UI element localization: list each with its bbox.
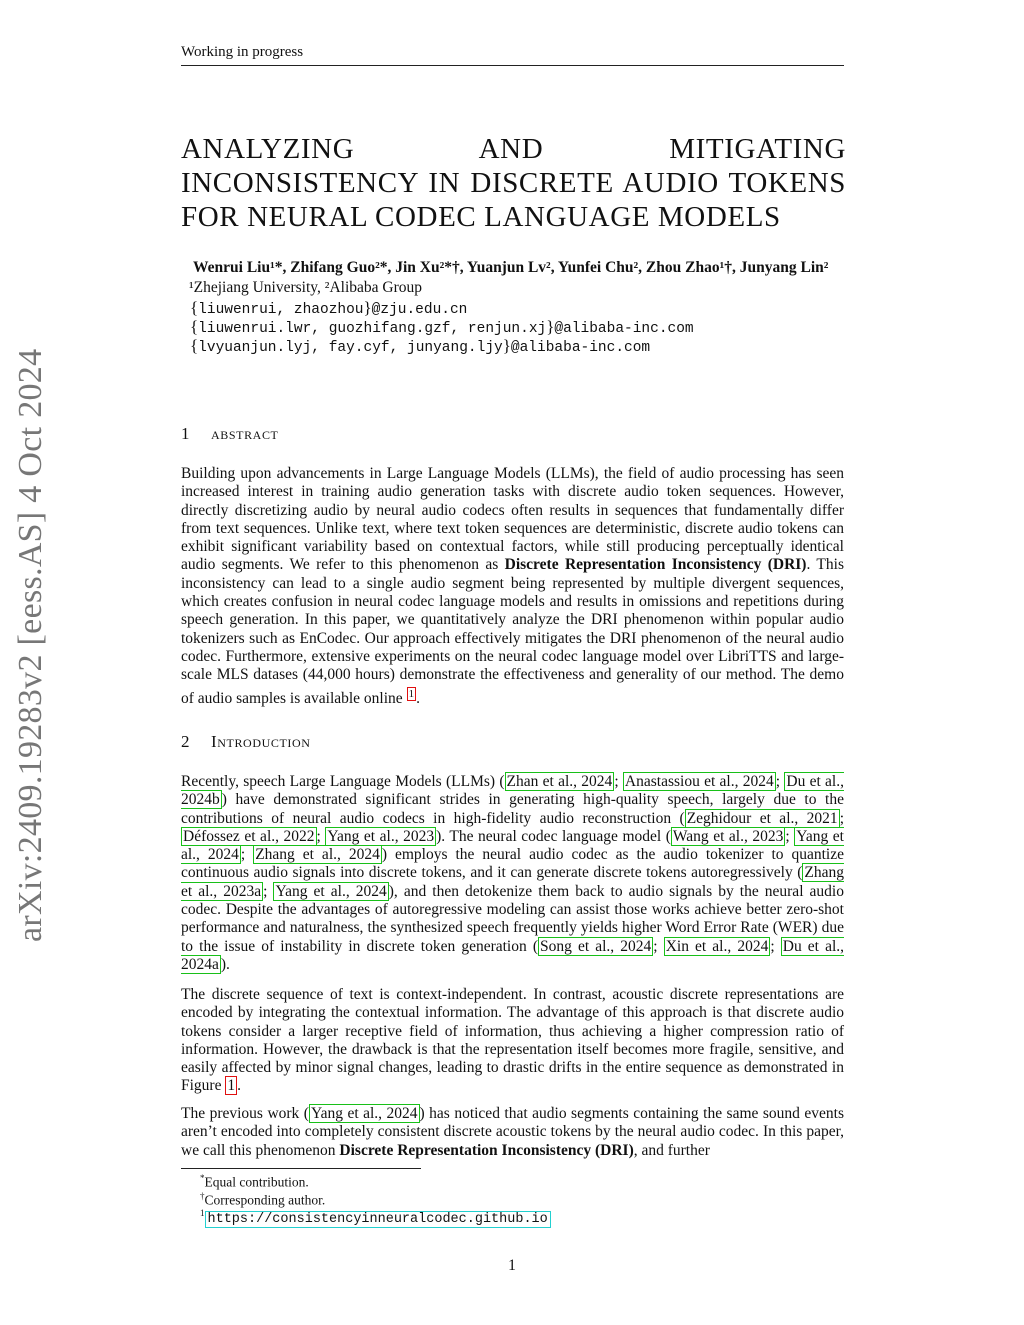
citation-link[interactable]: Zhan et al., 2024 — [506, 773, 613, 790]
citation-link[interactable]: Song et al., 2024 — [540, 937, 652, 955]
footnote-link[interactable]: 1 — [408, 687, 415, 700]
footnote-demo-url: $^1$ https://consistencyinneuralcodec.github.io — [200, 1208, 551, 1227]
demo-url-link[interactable]: https://consistencyinneuralcodec.github.io — [205, 1211, 551, 1228]
header-rule — [181, 65, 844, 66]
citation-link[interactable]: Yang et al., 2024 — [181, 827, 844, 864]
citation-link[interactable]: Yang et al., 2023 — [327, 827, 435, 845]
email-line: {lvyuanjun.lyj, fay.cyf, junyang.ljy}@alibaba-inc.com — [190, 336, 651, 356]
paper-title: ANALYZING AND MITIGATING INCONSISTENCY IN DISCRETE AUDIO TOKENS FOR NEURAL CODEC LANGUAGE MODELS — [181, 133, 846, 233]
page-number: 1 — [508, 1257, 516, 1274]
citation-link[interactable]: Xin et al., 2024 — [665, 937, 769, 955]
citation-link[interactable]: Zeghidour et al., 2021 — [686, 809, 838, 827]
abstract-paragraph: Building upon advancements in Large Language Models (LLMs), the field of audio processing has seen increased interest in training audio generation tasks with discrete audio token sequences. However, directly discretizing audio by neural audio codecs often results in sequences that fundamentally differ from text sequences. Unlike text, where text token sequences are deterministic, discrete audio tokens can exhibit significant variability based on contextual factors, while still producing perceptually identical audio segments. We refer to this phenomenon as Discrete Representation Inconsistency (DRI). This inconsistency can lead to a single audio segment being represented by multiple divergent sequences, which creates confusion in neural codec language models and results in omissions and repetitions during speech generation. In this paper, we quantitatively analyze the DRI phenomenon within popular audio tokenizers such as EnCodec. Our approach effectively mitigates the DRI phenomenon of the neural audio codec. Furthermore, extensive experiments on the neural codec language model over LibriTTS and large-scale MLS datases (44,000 hours) demonstrate the effectiveness and generality of our method. The demo of audio samples is available online $^1$ . — [181, 465, 844, 707]
section-heading-abstract: 1 abstract — [181, 424, 279, 443]
citation-link[interactable]: Zhang et al., 2023a — [181, 864, 844, 900]
email-line: {liuwenrui.lwr, guozhifang.gzf, renjun.xj}@alibaba-inc.com — [190, 317, 694, 337]
citation-link[interactable]: Wang et al., 2023 — [672, 827, 784, 845]
running-header: Working in progress — [181, 44, 304, 60]
section-heading-introduction: 2 Introduction — [181, 732, 311, 751]
citation-link[interactable]: Du et al., 2024b — [181, 773, 844, 809]
citation-link[interactable]: Zhang et al., 2024 — [255, 846, 380, 864]
footnote-corresponding-author: †Corresponding author. — [200, 1191, 326, 1208]
figure-link[interactable]: 1 — [227, 1077, 236, 1095]
arxiv-identifier[interactable]: arXiv:2409.19283v2 [eess.AS] 4 Oct 2024 — [12, 348, 49, 942]
citation-link[interactable]: Yang et al., 2024 — [275, 882, 387, 900]
footnote-equal-contribution: *Equal contribution. — [200, 1173, 309, 1190]
citation-link[interactable]: Défossez et al., 2022 — [183, 827, 315, 845]
citation-link[interactable]: Du et al., 2024a — [181, 937, 844, 973]
citation-link[interactable]: Anastassiou et al., 2024 — [624, 773, 774, 790]
affiliations: ¹Zhejiang University, ²Alibaba Group — [189, 279, 422, 296]
intro-paragraph-1: Recently, speech Large Language Models (LLMs) ( Zhan et al., 2024 ; Anastassiou et al., 2024 ; Du et al., 2024b ) have demonstrated significant strides in generating high-quality speech, largely due to the contributions of neural audio codecs in high-fidelity audio reconstruction ( Zeghidour et al., 2021 ; Défossez et al., 2022 ; Yang et al., 2023 ). The neural codec language model ( Wang et al., 2023 ; Yang et al., 2024 ; Zhang et al., 2024 ) employs the neural audio codec as the audio tokenizer to quantize continuous audio signals into discrete tokens, and it can generate discrete tokens autoregressively ( Zhang et al., 2023a ; Yang et al., 2024 ), and then detokenize them back to audio signals by the neural audio codec. Despite the advantages of autoregressive modeling can assist those works achieve better zero-shot performance and naturalness, the synthesized speech frequently yields higher Word Error Rate (WER) due to the issue of instability in discrete token generation ( Song et al., 2024 ; Xin et al., 2024 ; Du et al., 2024a ). — [181, 773, 844, 973]
intro-paragraph-2: The discrete sequence of text is context-independent. In contrast, acoustic discrete representations are encoded by integrating the contextual information. The advantage of this approach is that discrete audio tokens consider a larger receptive field of information, thus achieving a higher compression ratio of information. However, the drawback is that the representation itself becomes more fragile, sensitive, and easily affected by minor signal changes, leading to drastic drifts in the entire sequence as demonstrated in Figure 1 . — [181, 986, 844, 1095]
intro-paragraph-3: The previous work ( Yang et al., 2024 ) has noticed that audio segments containing the same sound events aren’t encoded into completely consistent discrete acoustic tokens by the neural audio codec. In this paper, we call this phenomenon Discrete Representation Inconsistency (DRI), and further — [181, 1105, 844, 1159]
author-list: Wenrui Liu¹*, Zhifang Guo²*, Jin Xu²*†, Yuanjun Lv², Yunfei Chu², Zhou Zhao¹†, Junyang Lin² — [193, 259, 829, 276]
citation-link[interactable]: Yang et al., 2024 — [310, 1105, 418, 1122]
email-line: {liuwenrui, zhaozhou}@zju.edu.cn — [190, 298, 468, 318]
footnote-rule — [181, 1168, 421, 1169]
